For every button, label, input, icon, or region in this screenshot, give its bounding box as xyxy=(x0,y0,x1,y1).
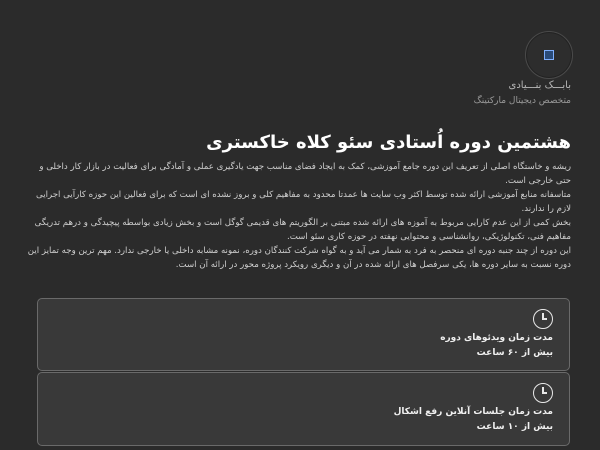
feature-value: بیش از ۱۰ ساعت xyxy=(476,422,553,432)
description-paragraph: متاسفانه منابع آموزشی ارائه شده توسط اکثر وب سایت ها عمدتا محدود به مفاهیم کلی و بروز نشده ای است که برای فعالین این حوزه کارآیی اجرایی لازم را ندارند. xyxy=(36,190,571,214)
clock-icon xyxy=(533,383,553,403)
feature-card-video-duration xyxy=(37,298,570,371)
author-role: متخصص دیجیتال مارکتینگ xyxy=(473,96,571,106)
feature-card-online-sessions xyxy=(37,372,570,446)
description-paragraph: بخش کمی از این عدم کارایی مربوط به آموزه های ارائه شده مبتنی بر الگوریتم های قدیمی گوگل است و بخش زیادی بواسطه پیچیدگی و درهم تدریگی مفاهیم فنی، تکنولوژیکی، روانشناسی و محتوایی نهفته در حوزه کاری سئو است. xyxy=(34,218,571,242)
avatar xyxy=(525,31,573,79)
clock-icon xyxy=(533,309,553,329)
description-paragraph: ریشه و خاستگاه اصلی از تعریف این دوره جامع آموزشی، کمک به ایجاد فضای مناسب جهت یادگیری عملی و آمادگی برای فعالیت در بازار کار داخلی و حتی خارجی است. xyxy=(39,162,571,186)
description-paragraph: این دوره از چند جنبه دوره ای منحصر به فرد به شمار می آید و به گواه شرکت کنندگان دوره، نمونه مشابه داخلی یا خارجی ندارد. مهم ترین وجه تمایز این دوره نسبت به سایر دوره ها، یکی سرفصل های ارائه شده در آن و دیگری رویکرد پروژه محور در ارائه آن است. xyxy=(27,246,571,270)
feature-label: مدت زمان جلسات آنلاین رفع اشکال xyxy=(393,407,553,417)
feature-value: بیش از ۶۰ ساعت xyxy=(476,348,553,358)
avatar-image-icon xyxy=(544,50,554,60)
course-description xyxy=(26,160,571,272)
author-name: بابـــک بنـــیادی xyxy=(508,80,571,91)
feature-label: مدت زمان ویدئوهای دوره xyxy=(440,333,553,343)
page-title: هشتمین دوره اُستادی سئو کلاه خاکستری xyxy=(206,132,571,153)
